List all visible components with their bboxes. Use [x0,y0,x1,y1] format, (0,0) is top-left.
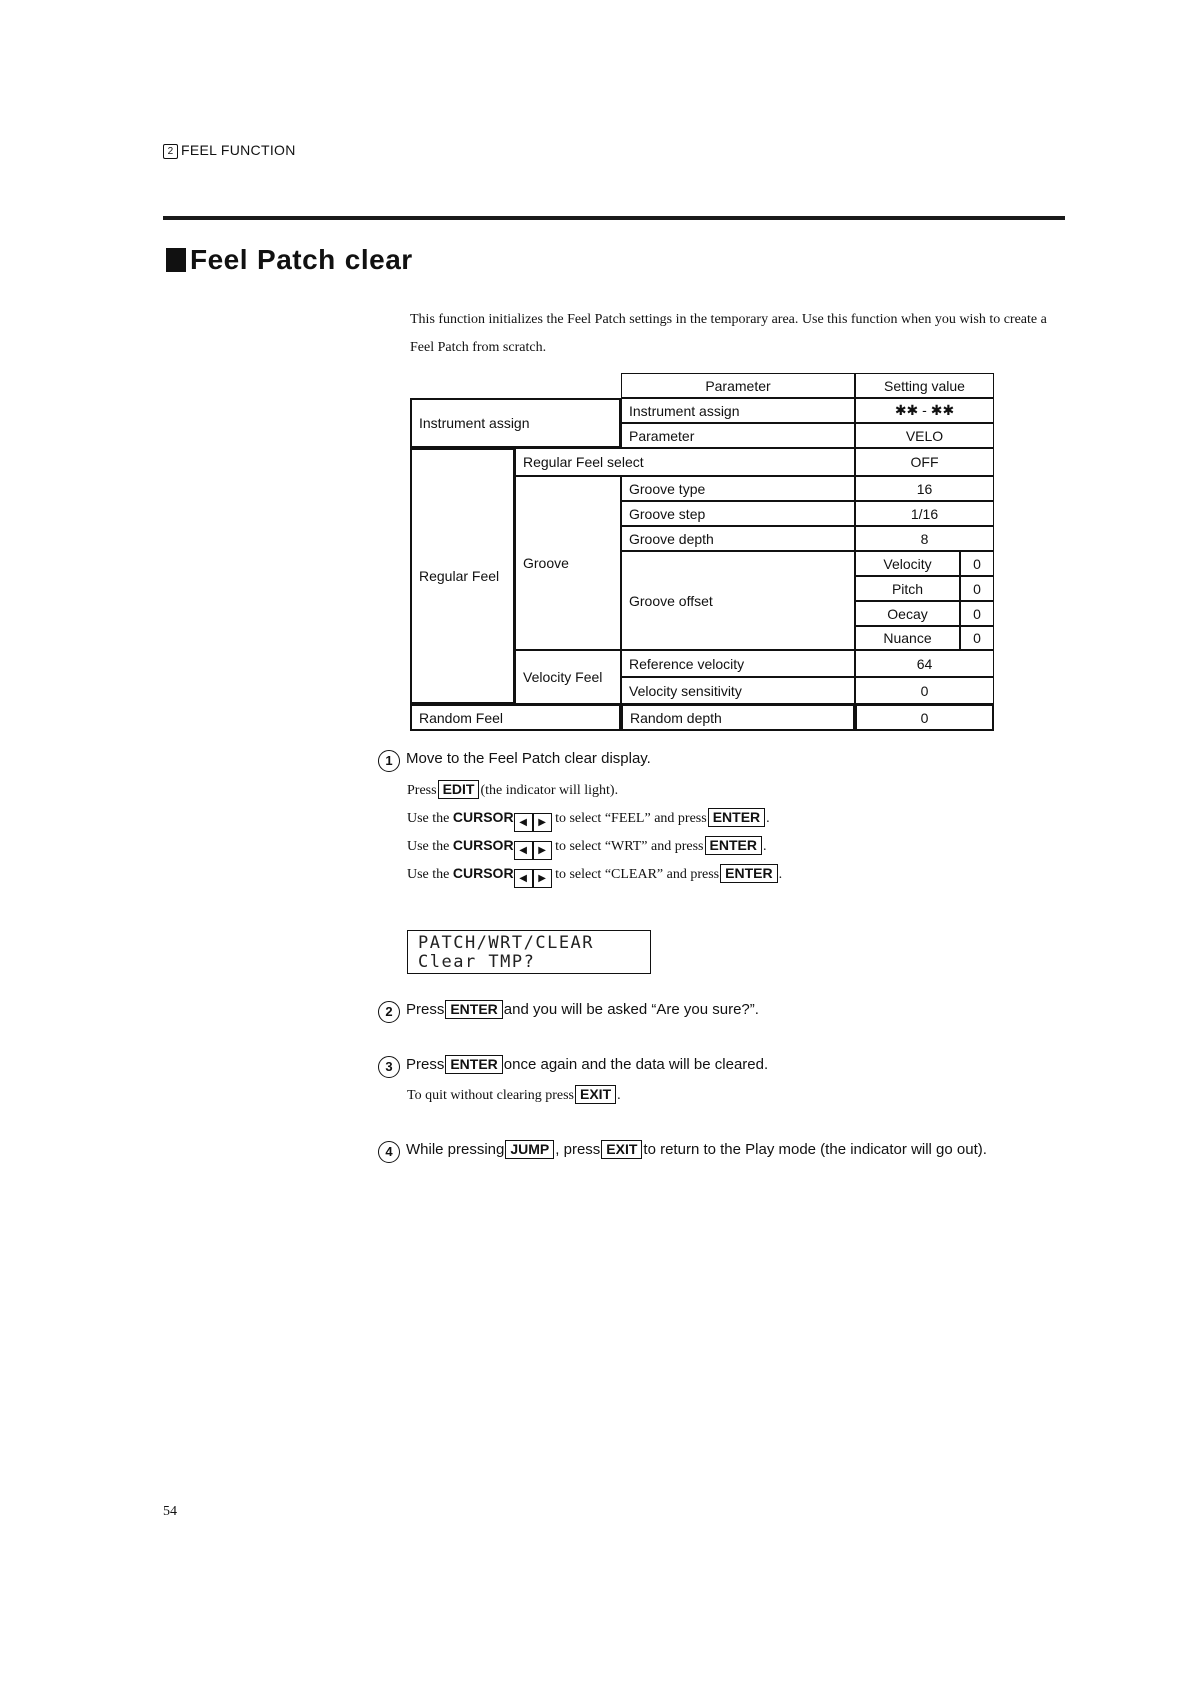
page-title [166,244,422,276]
line-4-post: to select “CLEAR” and press [555,867,720,882]
use-the-label: Use the [407,811,450,826]
value-groove-depth: 8 [855,526,994,551]
jump-key: JUMP [505,1140,554,1159]
value-offset-nuance: 0 [960,626,994,650]
group-velocity-feel: Velocity Feel [515,650,621,704]
step-3-sub-post: . [617,1088,621,1103]
edit-key: EDIT [438,780,480,799]
cursor-left-icon: ◀ [514,813,533,832]
param-reference-velocity: Reference velocity [621,650,855,677]
step-1-number: 1 [378,750,400,772]
step-4-number: 4 [378,1141,400,1163]
value-random-depth: 0 [855,704,994,731]
intro-paragraph: This function initializes the Feel Patch settings in the temporary area. Use this function when you wish to create a Feel Patch from scratch. [410,312,1047,355]
value-offset-pitch: 0 [960,576,994,601]
label-offset-decay: Oecay [855,601,960,626]
label-offset-pitch: Pitch [855,576,960,601]
step-4-pre: While pressing [406,1141,505,1158]
step-3-sub [407,1085,621,1104]
param-groove-depth: Groove depth [621,526,855,551]
use-the-label: Use the [407,867,450,882]
section-label: FEEL FUNCTION [181,142,296,158]
enter-key: ENTER [705,836,762,855]
step-3-pre: Press [406,1056,445,1073]
param-groove-offset: Groove offset [621,551,855,650]
step-3-post: once again and the data will be cleared. [503,1056,769,1073]
value-offset-velocity: 0 [960,551,994,576]
value-instrument-assign: ✱✱ - ✱✱ [855,398,994,423]
step-2-pre: Press [406,1001,445,1018]
group-instrument-assign: Instrument assign [410,398,621,448]
param-regular-feel-select: Regular Feel select [515,448,855,476]
cursor-right-icon: ▶ [533,813,552,832]
line-2-post: to select “FEEL” and press [555,811,707,826]
section-number: 2 [163,144,178,159]
enter-key: ENTER [720,864,777,883]
label-offset-velocity: Velocity [855,551,960,576]
value-regular-feel-select: OFF [855,448,994,476]
cursor-left-icon: ◀ [514,841,533,860]
line-3-post: to select “WRT” and press [555,839,704,854]
param-instrument-assign: Instrument assign [621,398,855,423]
step-1-line-2: Use the CURSOR ◀ ▶ to select “FEEL” and press ENTER . [407,808,770,832]
group-regular-feel: Regular Feel [410,448,515,704]
title-word-2: Patch [257,244,336,275]
param-groove-step: Groove step [621,501,855,526]
step-1-line-1 [407,780,618,799]
step-4-post: to return to the Play mode (the indicator will go out). [643,1141,987,1158]
cursor-left-icon: ◀ [514,869,533,888]
cursor-label: CURSOR [452,837,514,853]
step-2-number: 2 [378,1001,400,1023]
lcd-line-2: Clear TMP? [418,952,536,972]
step-3-number: 3 [378,1056,400,1078]
param-parameter: Parameter [621,423,855,448]
lcd-display [407,930,651,974]
param-velocity-sensitivity: Velocity sensitivity [621,677,855,704]
enter-key: ENTER [708,808,765,827]
value-groove-step: 1/16 [855,501,994,526]
value-velocity-sensitivity: 0 [855,677,994,704]
value-offset-decay: 0 [960,601,994,626]
cursor-label: CURSOR [452,865,514,881]
step-2-post: and you will be asked “Are you sure?”. [503,1001,759,1018]
lcd-line-1: PATCH/WRT/CLEAR [418,933,595,953]
step-4 [378,1140,987,1163]
param-groove-type: Groove type [621,476,855,501]
step-4-mid: , press [555,1141,601,1158]
value-reference-velocity: 64 [855,650,994,677]
param-random-depth: Random depth [621,704,855,731]
page-number: 54 [163,1504,177,1519]
step-1-text: Move to the Feel Patch clear display. [406,750,651,767]
title-block-icon [166,248,186,272]
exit-key: EXIT [575,1085,616,1104]
value-parameter: VELO [855,423,994,448]
section-header [163,142,296,159]
enter-key: ENTER [445,1000,502,1019]
cursor-label: CURSOR [452,809,514,825]
title-word-1: Feel [190,244,249,275]
step-2 [378,1000,759,1023]
step-1-line-3: Use the CURSOR ◀ ▶ to select “WRT” and press ENTER . [407,836,766,860]
parameter-table [410,373,994,731]
group-random-feel: Random Feel [410,704,621,731]
use-the-label: Use the [407,839,450,854]
cursor-right-icon: ▶ [533,869,552,888]
cursor-right-icon: ▶ [533,841,552,860]
header-setting-value: Setting value [855,373,994,398]
title-word-3: clear [344,244,413,275]
press-label: Press [407,783,437,798]
header-rule [163,216,1065,220]
label-offset-nuance: Nuance [855,626,960,650]
line-1-post: (the indicator will light). [480,783,619,798]
enter-key: ENTER [445,1055,502,1074]
step-3-sub-pre: To quit without clearing press [407,1088,574,1103]
header-parameter: Parameter [621,373,855,398]
value-groove-type: 16 [855,476,994,501]
step-3 [378,1055,768,1078]
group-groove: Groove [515,476,621,650]
step-1-line-4: Use the CURSOR ◀ ▶ to select “CLEAR” and press ENTER . [407,864,782,888]
step-1 [378,750,651,772]
exit-key: EXIT [601,1140,642,1159]
